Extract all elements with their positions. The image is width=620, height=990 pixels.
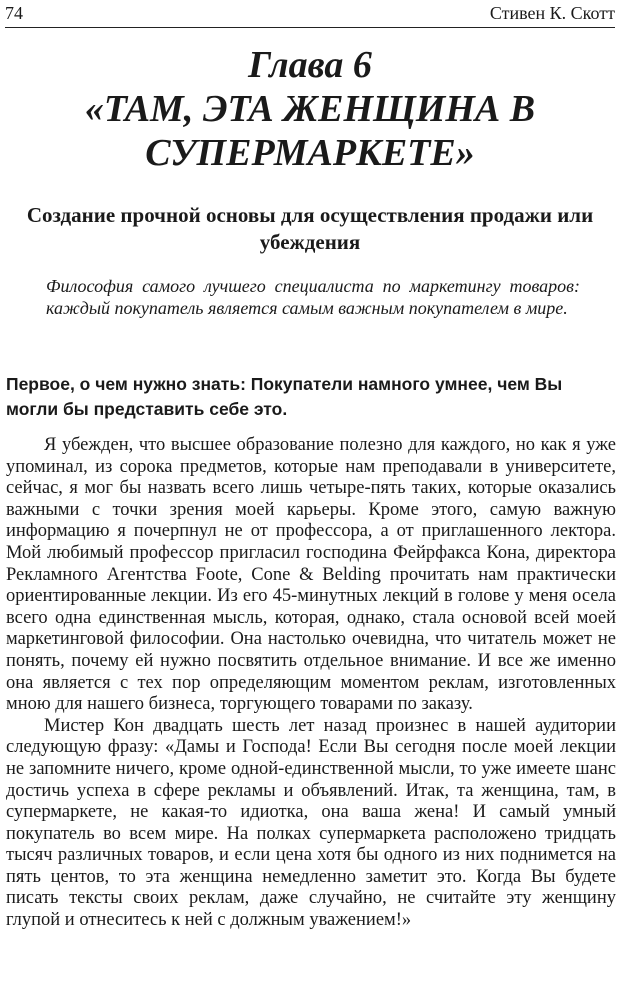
running-header (5, 2, 615, 28)
page-number: 74 (5, 3, 23, 23)
section-heading: Первое, о чем нужно знать: Покупатели намного умнее, чем Вы могли бы представить себе это. (6, 374, 563, 419)
paragraph: Мистер Кон двадцать шесть лет назад произнес в нашей аудитории следующую фразу: «Дамы и Господа! Если Вы сегодня после моей лекции не запомните ничего, кроме одной-единственной мысли, то уже имеете шанс достичь успеха в сфере рекламы и объявлений. Итак, та женщина, там, в супермаркете, не какая-то идиотка, она ваша жена! И самый умный покупатель во всем мире. На полках супермаркета расположено тридцать тысяч различных товаров, и если цена хотя бы одного из них поднимется на пять центов, то эта женщина немедленно заметит это. Когда Вы будете писать тексты своих реклам, даже случайно, не считайте эту женщину глупой и отнеситесь к ней с должным уважением!» (6, 715, 616, 931)
chapter-title-line-2: СУПЕРМАРКЕТЕ» (145, 132, 475, 174)
chapter-number: Глава 6 (248, 44, 372, 86)
epigraph: Философия самого лучшего специалиста по маркетингу товаров: каждый покупатель является самым важным покупателем в мире. (46, 276, 580, 318)
chapter-title-line-1: «ТАМ, ЭТА ЖЕНЩИНА В (84, 88, 536, 130)
header-rule (5, 27, 615, 28)
chapter-title (0, 43, 620, 175)
body-text (6, 435, 616, 932)
header-author: Стивен К. Скотт (489, 3, 615, 23)
chapter-subtitle: Создание прочной основы для осуществления продажи или убеждения (26, 203, 594, 254)
paragraph: Я убежден, что высшее образование полезно для каждого, но как я уже упоминал, из сорока предметов, которые нам преподавали в университете, сейчас, я мог бы назвать всего лишь четыре-пять таких, которые оказались важными с точки зрения моей карьеры. Кроме этого, самую важную информацию я почерпнул не от профессора, а от приглашенного лектора. Мой любимый профессор пригласил господина Фейрфакса Кона, директора Рекламного Агентства Foote, Cone & Belding прочитать нам практически ориентированные лекции. Из его 45-минутных лекций в голове у меня осела всего одна единственная мысль, которая, однако, стала основой всей моей маркетинговой философии. Она настолько очевидна, что читатель может не понять, почему ей нужно посвятить отдельное внимание. И все же именно она является с тех пор определяющим моментом реклам, изготовленных мною для нашего бизнеса, торгующего товарами по заказу. (6, 435, 616, 715)
